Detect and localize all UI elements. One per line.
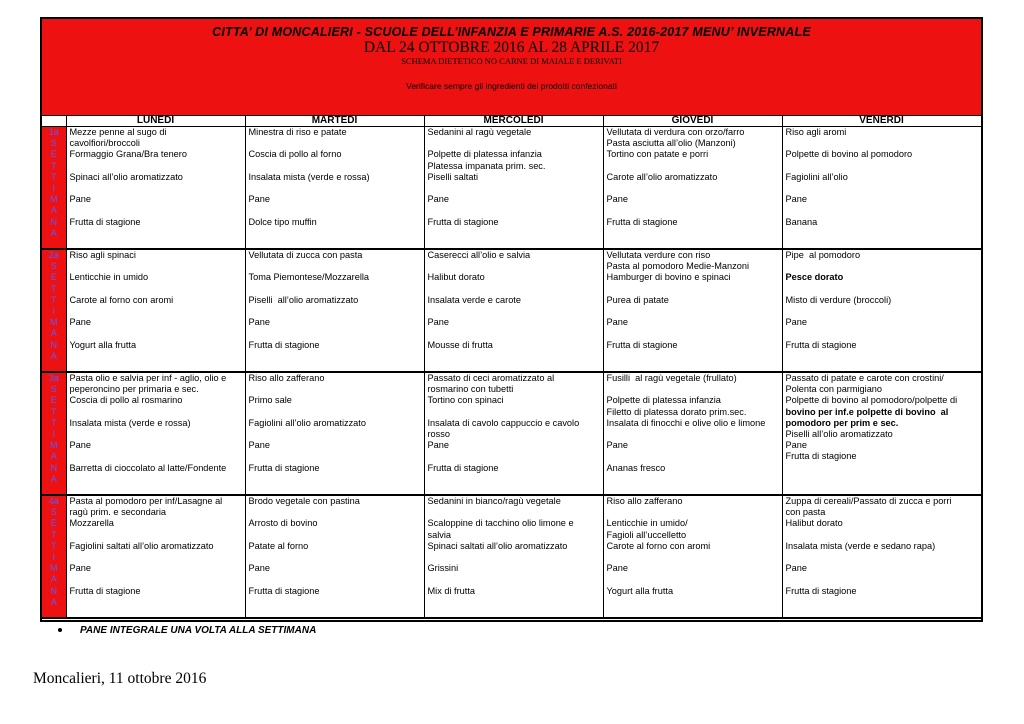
menu-item — [428, 183, 601, 194]
menu-item: Halibut dorato — [427, 272, 485, 283]
week-label-letter: S — [50, 384, 57, 395]
menu-item: Platessa impanata prim. sec. — [427, 160, 546, 171]
menu-item: Piselli all’olio aromatizzato — [248, 294, 359, 305]
menu-item: Pane — [785, 563, 807, 574]
menu-item: Lenticchie in umido/ — [606, 518, 688, 529]
week-label-letter: I — [52, 306, 55, 317]
menu-item — [786, 530, 979, 541]
diet-scheme-note: SCHEMA DIETETICO NO CARNE DI MAIALE E DERIVATI — [401, 56, 622, 66]
day-header-friday: VENERDI — [782, 116, 981, 127]
menu-item — [70, 284, 243, 295]
menu-item — [786, 161, 979, 172]
menu-item: Vellutata di zucca con pasta — [248, 250, 363, 260]
menu-item: Toma Piemontese/Mozzarella — [248, 272, 370, 283]
menu-item: Pane — [427, 317, 449, 328]
week-label-letter: M — [50, 317, 58, 328]
menu-cell — [603, 372, 782, 495]
menu-item: Mix di frutta — [427, 585, 475, 596]
week-label-letter: T — [51, 417, 57, 428]
menu-item: Polpette di platessa infanzia — [606, 395, 721, 406]
menu-item: Fagiolini saltati all’olio aromatizzato — [69, 540, 214, 551]
menu-item: Spinaci all’olio aromatizzato — [69, 171, 183, 182]
menu-item: Pane — [69, 317, 91, 328]
menu-cell — [245, 372, 424, 495]
menu-item: Riso allo zafferano — [248, 373, 325, 383]
week-label-letter: I — [52, 429, 55, 440]
menu-item: Frutta di stagione — [785, 585, 857, 596]
day-header-tuesday: MARTEDI — [245, 116, 424, 127]
menu-item — [428, 451, 601, 462]
menu-item — [70, 407, 243, 418]
week-label — [42, 249, 66, 372]
menu-item — [428, 574, 601, 585]
menu-item: Polpette di bovino al pomodoro — [785, 149, 913, 160]
week-label-letter: N — [50, 462, 57, 473]
week-row — [42, 495, 981, 618]
week-label-letter: N — [50, 585, 57, 596]
menu-item — [607, 161, 780, 172]
menu-cell — [245, 127, 424, 250]
menu-item — [607, 451, 780, 462]
menu-item: Frutta di stagione — [248, 462, 320, 473]
menu-item — [249, 183, 422, 194]
menu-item: Pane — [248, 563, 270, 574]
day-header-wednesday: MERCOLEDI — [424, 116, 603, 127]
week-label-letter: A — [50, 328, 57, 339]
menu-item — [249, 429, 422, 440]
menu-item: Riso allo zafferano — [606, 496, 683, 506]
menu-item: Barretta di cioccolato al latte/Fondente — [69, 462, 227, 473]
bread-note — [58, 625, 316, 636]
menu-cell — [424, 249, 603, 372]
week-label-letter: A — [50, 451, 57, 462]
menu-item: Frutta di stagione — [785, 451, 857, 462]
week-label-letter: M — [50, 563, 58, 574]
menu-item — [249, 138, 422, 149]
menu-cell — [424, 495, 603, 618]
day-header-monday: LUNEDI — [66, 116, 245, 127]
week-label-letter: A — [50, 350, 57, 361]
menu-item — [786, 552, 979, 563]
menu-item — [607, 507, 780, 518]
menu-item: Pane — [248, 317, 270, 328]
day-header-row — [42, 116, 981, 127]
menu-item: Brodo vegetale con pastina — [248, 496, 360, 506]
menu-item: Pane — [69, 563, 91, 574]
week-label-letter: M — [50, 440, 58, 451]
week-label-letter: E — [50, 149, 57, 160]
menu-item — [786, 183, 979, 194]
menu-item: Pane — [248, 440, 270, 451]
menu-item — [70, 306, 243, 317]
menu-cell — [245, 249, 424, 372]
menu-cell — [603, 127, 782, 250]
menu-item: Dolce tipo muffin — [248, 216, 317, 227]
menu-item — [249, 306, 422, 317]
menu-item — [607, 574, 780, 585]
menu-item — [249, 451, 422, 462]
week-label-letter: S — [50, 138, 57, 149]
week-label-letter: E — [50, 272, 57, 283]
menu-item — [428, 138, 601, 149]
menu-item: Insalata mista (verde e rossa) — [248, 171, 370, 182]
menu-item: Vellutata verdure con riso — [606, 250, 711, 260]
menu-item: Fagiolini all’olio aromatizzato — [248, 417, 366, 428]
bullet-icon — [58, 628, 62, 632]
menu-header — [42, 19, 981, 116]
menu-item: Pane — [785, 440, 807, 451]
menu-item: Mozzarella — [69, 518, 114, 529]
menu-item: Halibut dorato — [785, 518, 843, 529]
menu-cell — [782, 249, 981, 372]
menu-item: Pipe al pomodoro — [785, 250, 861, 260]
menu-item: Polpette di platessa infanzia — [427, 149, 542, 160]
menu-item: Mousse di frutta — [427, 339, 493, 350]
menu-item — [428, 284, 601, 295]
menu-item: Riso agli aromi — [785, 127, 847, 137]
menu-item — [607, 552, 780, 563]
menu-item — [607, 328, 780, 339]
menu-item: Arrosto di bovino — [248, 518, 318, 529]
menu-item: Riso agli spinaci — [69, 250, 136, 260]
menu-item: Pane — [785, 194, 807, 205]
week-row — [42, 249, 981, 372]
menu-item — [607, 284, 780, 295]
menu-cell — [782, 127, 981, 250]
menu-item: Patate al forno — [248, 540, 309, 551]
menu-item: Zuppa di cereali/Passato di zucca e porri — [785, 496, 952, 506]
menu-item: Insalata verde e carote — [427, 294, 521, 305]
menu-item — [70, 161, 243, 172]
menu-item — [249, 530, 422, 541]
menu-item: Pasta al pomodoro per inf/Lasagne al — [69, 496, 223, 506]
bread-note-text: PANE INTEGRALE UNA VOLTA ALLA SETTIMANA — [80, 625, 317, 636]
menu-item: Frutta di stagione — [785, 339, 857, 350]
week-label-letter: 1a — [48, 127, 59, 137]
week-label — [42, 127, 66, 250]
menu-item: Frutta di stagione — [606, 216, 678, 227]
menu-body — [42, 127, 981, 619]
week-label-letter: S — [50, 261, 57, 272]
menu-sheet — [40, 17, 983, 622]
menu-item: Coscia di pollo al forno — [248, 149, 342, 160]
menu-cell — [603, 249, 782, 372]
corner-cell — [42, 116, 66, 127]
menu-item — [70, 552, 243, 563]
week-label-letter: 2a — [48, 250, 59, 260]
week-label-letter: T — [51, 171, 57, 182]
week-label-letter: E — [50, 395, 57, 406]
week-label-letter: A — [50, 473, 57, 484]
menu-item — [249, 384, 422, 395]
menu-item — [428, 507, 601, 518]
menu-item: Pasta al pomodoro Medie-Manzoni — [606, 261, 749, 272]
menu-item: Fusilli al ragù vegetale (frullato) — [606, 373, 737, 383]
menu-cell — [782, 372, 981, 495]
week-row — [42, 127, 981, 250]
week-label-letter: 4a — [48, 496, 59, 506]
week-label-letter: I — [52, 183, 55, 194]
day-header-thursday: GIOVEDI — [603, 116, 782, 127]
menu-item — [786, 284, 979, 295]
menu-item — [70, 530, 243, 541]
menu-period: DAL 24 OTTOBRE 2016 AL 28 APRILE 2017 — [363, 39, 660, 56]
menu-cell — [782, 495, 981, 618]
menu-item: rosso — [427, 429, 450, 439]
menu-cell — [245, 495, 424, 618]
menu-item — [70, 429, 243, 440]
menu-cell — [424, 372, 603, 495]
menu-item: Pane — [606, 563, 628, 574]
week-label-letter: A — [50, 205, 57, 216]
menu-item: Primo sale — [248, 395, 292, 406]
menu-item: Pesce dorato — [785, 272, 844, 283]
menu-item: Frutta di stagione — [69, 585, 141, 596]
place-date-signature: Moncalieri, 11 ottobre 2016 — [33, 670, 207, 687]
week-label-letter: 3a — [48, 373, 59, 383]
menu-item — [786, 205, 979, 216]
menu-item — [786, 306, 979, 317]
menu-item — [70, 261, 243, 272]
menu-item: Purea di patate — [606, 294, 669, 305]
menu-item — [428, 205, 601, 216]
menu-item — [70, 183, 243, 194]
menu-item: Pasta asciutta all’olio (Manzoni) — [606, 138, 736, 149]
menu-item — [249, 574, 422, 585]
menu-item — [428, 407, 601, 418]
menu-item — [249, 552, 422, 563]
week-label-letter: N — [50, 339, 57, 350]
menu-item — [607, 384, 780, 395]
menu-cell — [603, 495, 782, 618]
menu-item: Frutta di stagione — [427, 216, 499, 227]
menu-item: Hamburger di bovino e spinaci — [606, 272, 731, 283]
week-label-letter: T — [51, 283, 57, 294]
menu-item — [249, 328, 422, 339]
menu-item — [70, 205, 243, 216]
menu-item: ragù prim. e secondaria — [69, 507, 167, 518]
week-label-letter: E — [50, 518, 57, 529]
menu-cell — [424, 127, 603, 250]
menu-item: Tortino con spinaci — [427, 395, 504, 406]
menu-item: Pane — [69, 194, 91, 205]
week-label-letter: T — [51, 529, 57, 540]
menu-item: Polpette di bovino al pomodoro/polpette di — [785, 395, 958, 406]
menu-item: Vellutata di verdura con orzo/farro — [606, 127, 745, 137]
menu-item: peperoncino per primaria e sec. — [69, 384, 199, 395]
menu-item: Carote all’olio aromatizzato — [606, 171, 718, 182]
menu-item: Pane — [606, 440, 628, 451]
week-label-letter: A — [50, 574, 57, 585]
menu-cell — [66, 372, 245, 495]
menu-item: Formaggio Grana/Bra tenero — [69, 149, 187, 160]
week-label-letter: I — [52, 552, 55, 563]
menu-item — [607, 183, 780, 194]
menu-item — [70, 574, 243, 585]
menu-item: Ananas fresco — [606, 462, 666, 473]
week-label-letter: T — [51, 160, 57, 171]
week-label-letter: T — [51, 406, 57, 417]
menu-item: Spinaci saltati all’olio aromatizzato — [427, 540, 568, 551]
menu-item: Pane — [427, 194, 449, 205]
week-label-letter: T — [51, 540, 57, 551]
menu-item — [786, 261, 979, 272]
menu-item: Passato di patate e carote con crostini/ — [785, 373, 944, 383]
menu-item: Pane — [69, 440, 91, 451]
menu-item: bovino per inf.e polpette di bovino al — [785, 406, 949, 417]
menu-item — [249, 407, 422, 418]
menu-cell — [66, 127, 245, 250]
menu-item — [249, 161, 422, 172]
menu-item: salvia — [427, 529, 451, 540]
menu-item: Frutta di stagione — [248, 339, 320, 350]
menu-cell — [66, 495, 245, 618]
week-label — [42, 495, 66, 618]
menu-item — [249, 507, 422, 518]
menu-item: Yogurt alla frutta — [69, 339, 137, 350]
menu-item: Carote al forno con aromi — [606, 540, 711, 551]
week-row — [42, 372, 981, 495]
menu-item: Pane — [606, 194, 628, 205]
menu-item: cavolfiori/broccoli — [69, 138, 140, 149]
menu-item: Piselli saltati — [427, 171, 479, 182]
menu-item: Sedanini al ragù vegetale — [427, 127, 532, 137]
ingredients-warning: Verificare sempre gli ingredienti dei prodotti confezionati — [406, 81, 617, 91]
menu-item: Pasta olio e salvia per inf - aglio, olio e — [69, 373, 227, 383]
menu-item: Polenta con parmigiano — [785, 384, 883, 395]
menu-item: Banana — [785, 216, 818, 227]
menu-item — [428, 328, 601, 339]
menu-item: Insalata di cavolo cappuccio e cavolo — [427, 417, 580, 428]
menu-item — [607, 205, 780, 216]
menu-item — [249, 261, 422, 272]
menu-item — [428, 552, 601, 563]
menu-item: Scaloppine di tacchino olio limone e — [427, 518, 574, 529]
menu-item: Insalata di finocchi e olive olio e limone — [606, 417, 766, 428]
menu-item: Lenticchie in umido — [69, 272, 149, 283]
menu-item: Misto di verdure (broccoli) — [785, 294, 892, 305]
week-label-letter: A — [50, 596, 57, 607]
weekly-menu-table — [42, 115, 982, 619]
menu-item — [249, 205, 422, 216]
menu-item: Minestra di riso e patate — [248, 127, 347, 137]
menu-item — [607, 306, 780, 317]
week-label-letter: S — [50, 507, 57, 518]
menu-item: Grissini — [427, 563, 459, 574]
menu-item: Pane — [785, 317, 807, 328]
menu-item: Insalata mista (verde e sedano rapa) — [785, 540, 936, 551]
menu-item: Fagiolini all’olio — [785, 171, 848, 182]
menu-item: Yogurt alla frutta — [606, 585, 674, 596]
menu-item: Frutta di stagione — [606, 339, 678, 350]
menu-item: Piselli all’olio aromatizzato — [785, 429, 893, 440]
menu-item: Tortino con patate e porri — [606, 149, 709, 160]
menu-title: CITTA’ DI MONCALIERI - SCUOLE DELL’INFANZIA E PRIMARIE A.S. 2016-2017 MENU’ INVERNALE — [212, 25, 811, 39]
menu-item — [786, 328, 979, 339]
week-label-letter: T — [51, 294, 57, 305]
menu-item: con pasta — [785, 507, 826, 518]
menu-item — [249, 284, 422, 295]
menu-item: Frutta di stagione — [248, 585, 320, 596]
menu-item — [428, 261, 601, 272]
menu-item: Pane — [248, 194, 270, 205]
menu-item: Pane — [427, 440, 449, 451]
menu-item — [607, 429, 780, 440]
week-label-letter: N — [50, 216, 57, 227]
menu-item: Pane — [606, 317, 628, 328]
menu-item: Frutta di stagione — [427, 462, 499, 473]
menu-item: Passato di ceci aromatizzato al — [427, 373, 555, 383]
menu-item: Coscia di pollo al rosmarino — [69, 395, 183, 406]
week-label — [42, 372, 66, 495]
menu-item — [70, 328, 243, 339]
menu-item — [70, 451, 243, 462]
week-label-letter: A — [50, 227, 57, 238]
menu-cell — [66, 249, 245, 372]
menu-item: Insalata mista (verde e rossa) — [69, 417, 191, 428]
menu-item: Mezze penne al sugo di — [69, 127, 167, 137]
menu-item: rosmarino con tubetti — [427, 384, 514, 395]
menu-item: Sedanini in bianco/ragù vegetale — [427, 496, 561, 506]
menu-item — [786, 138, 979, 149]
menu-item: Caserecci all’olio e salvia — [427, 250, 531, 260]
menu-item: Frutta di stagione — [69, 216, 141, 227]
week-label-letter: M — [50, 194, 58, 205]
menu-item: Filetto di platessa dorato prim.sec. — [606, 406, 747, 417]
menu-item: Carote al forno con aromi — [69, 294, 174, 305]
menu-item — [428, 306, 601, 317]
menu-item: pomodoro per prim e sec. — [785, 417, 899, 428]
menu-item — [786, 574, 979, 585]
menu-item: Fagioli all’uccelletto — [606, 529, 687, 540]
